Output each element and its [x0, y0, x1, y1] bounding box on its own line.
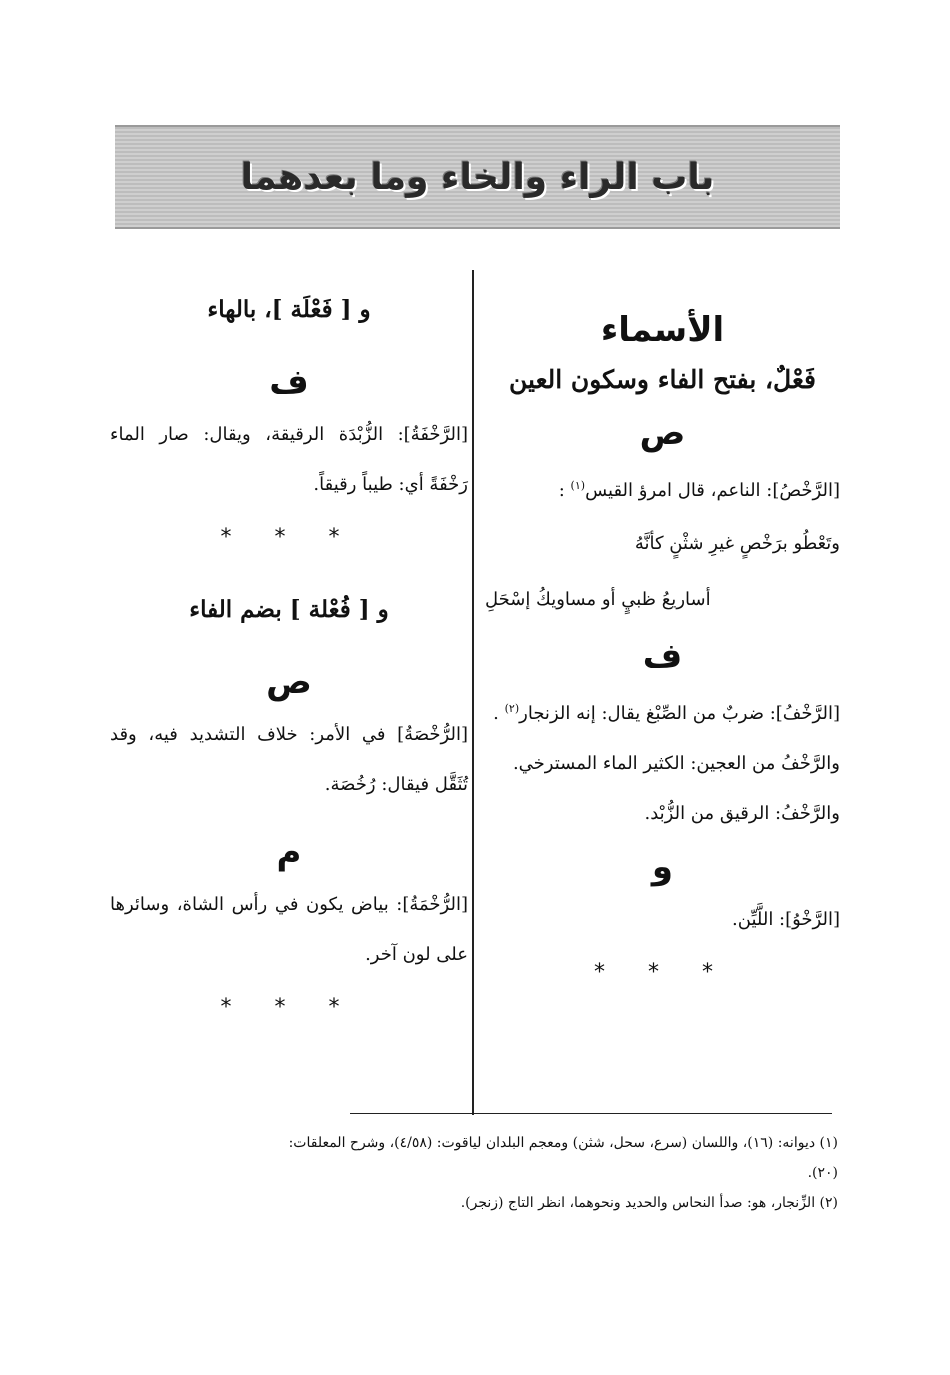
entry-rakhs [485, 461, 840, 516]
verse-first-hemistich: وتَعْطُو برَخْصٍ غيرِ شثْنٍ كأنَّهُ [634, 533, 840, 554]
entry-rukhma: [الرُّخْمَةُ]: بياض يكون في رأس الشاة، وسائرها على لون آخر. [110, 894, 468, 965]
section-separator-stars: * * * [594, 960, 731, 985]
entry-rukhsa: [الرُّخْصَةُ] في الأمر: خلاف التشديد فيه، وقد تُثَقَّل فيقال: رُخُصَة. [110, 724, 468, 795]
section-title: الأسماء [600, 310, 725, 350]
chapter-banner [115, 125, 840, 229]
entry-rakhf-3: والرَّخْفُ: الرقيق من الزُّبْد. [644, 803, 840, 824]
pattern-heading-falah: و [ فَعْلَة ]، بالهاء [207, 296, 371, 323]
entry-rakhf-1 [485, 684, 840, 739]
footnote-1: (١) ديوانه: (١٦)، واللسان (سرع، سحل، شثن) ومعجم البلدان لياقوت: (٤/٥٨)، وشرح المعلقات: [288, 1135, 838, 1151]
entry-rakhs-colon: : [558, 480, 565, 501]
separator-stars-2: * * * [220, 995, 358, 1020]
letter-sad-heading-left: ص [266, 662, 312, 702]
entry-rakhw: [الرَّخْوُ]: اللَّيِّن. [732, 909, 840, 930]
letter-mim-heading: م [276, 832, 302, 872]
right-column [485, 280, 840, 1001]
letter-waw-heading: و [651, 847, 674, 887]
footnote-2: (٢) الزِّنجار، هو: صدأ النحاس والحديد ونحوهما، انظر التاج (زنجر). [460, 1195, 838, 1211]
footnote-1-continuation: (٢٠). [807, 1165, 838, 1181]
column-divider [472, 270, 474, 1115]
footnote-rule [350, 1113, 832, 1114]
entry-rakhfa: [الرَّخْفَةُ]: الزُّبْدَة الرقيقة، ويقال: صار الماء رَخْفَةً أي: طيباً رقيقاً. [110, 424, 468, 495]
left-column [110, 280, 468, 1036]
pattern-title: فَعْلٌ، بفتح الفاء وسكون العين [509, 365, 816, 394]
entry-rakhs-text: [الرَّخْصُ]: الناعم، قال امرؤ القيس [585, 480, 840, 501]
chapter-title: باب الراء والخاء وما بعدهما [240, 156, 715, 198]
letter-sad-heading: ص [639, 413, 686, 453]
verse-second-hemistich: أساريعُ ظبيٍ أو مساويكُ إسْحَلِ [485, 589, 711, 610]
footnotes [103, 1128, 838, 1218]
separator-stars-1: * * * [220, 525, 358, 550]
footnote-ref-2: (٢) [504, 702, 520, 715]
entry-rakhf-1-text: [الرَّخْفُ]: ضربٌ من الصِّبْغ يقال: إنه الزنجار [519, 703, 840, 724]
pattern-heading-fulah: و [ فُعْلة ] بضم الفاء [189, 596, 389, 623]
letter-fa-heading-left: ف [269, 362, 309, 402]
entry-rakhf-2: والرَّخْفُ من العجين: الكثير الماء المسترخي. [512, 753, 840, 774]
entry-rakhf-1-period: . [493, 703, 499, 724]
letter-fa-heading: ف [642, 636, 683, 676]
footnote-ref-1: (١) [570, 479, 586, 492]
